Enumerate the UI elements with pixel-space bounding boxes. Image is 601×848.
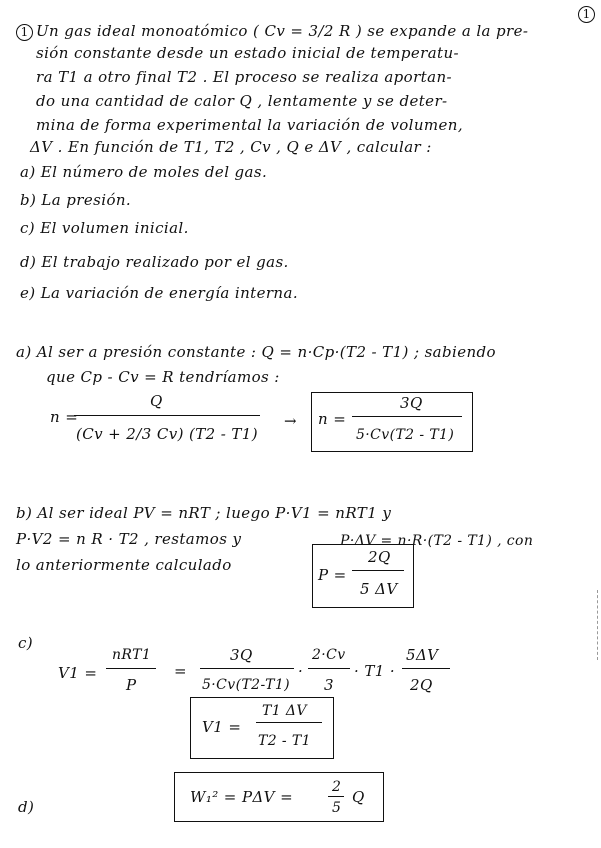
solution-c-f2-numerator: 3Q	[230, 646, 253, 664]
question-c: c) El volumen inicial.	[20, 219, 189, 237]
solution-c-result-fraction-bar	[256, 722, 322, 723]
solution-d-fraction-bar	[328, 796, 344, 797]
solution-d-tail: Q	[352, 788, 365, 806]
solution-c-result-denominator: T2 - T1	[258, 733, 311, 749]
solution-c-label: c)	[18, 634, 34, 652]
problem-line-5: mina de forma experimental la variación de volumen,	[36, 116, 464, 134]
solution-a-result-numerator: 3Q	[400, 394, 423, 412]
solution-a-fraction-bar	[74, 415, 260, 416]
arrow-icon: →	[284, 412, 297, 430]
solution-a-numerator: Q	[150, 392, 163, 410]
solution-c-f4-bar	[402, 668, 450, 669]
problem-line-3: ra T1 a otro final T2 . El proceso se realiza aportan-	[36, 68, 452, 86]
solution-c-f2-bar	[200, 668, 294, 669]
solution-d-fraction-numerator: 2	[332, 779, 342, 795]
solution-b-result-lhs: P =	[318, 566, 347, 584]
solution-c-f1-numerator: nRT1	[112, 647, 152, 663]
solution-c-f1-bar	[106, 668, 156, 669]
solution-a-line-2: que Cp - Cv = R tendríamos :	[46, 368, 280, 386]
solution-b-line-1: b) Al ser ideal PV = nRT ; luego P·V1 = nRT1 y	[16, 504, 392, 522]
solution-d-label: d)	[18, 798, 35, 816]
question-d: d) El trabajo realizado por el gas.	[20, 253, 289, 271]
solution-c-f3-numerator: 2·Cv	[312, 647, 346, 663]
solution-c-result-numerator: T1 ΔV	[262, 703, 307, 719]
solution-c-f4-denominator: 2Q	[410, 676, 433, 694]
solution-c-equals: =	[174, 662, 187, 680]
solution-c-f3-bar	[308, 668, 350, 669]
solution-c-f2-denominator: 5·Cv(T2-T1)	[202, 677, 291, 693]
problem-line-6: ΔV . En función de T1, T2 , Cv , Q e ΔV , calcular :	[30, 138, 432, 156]
question-e: e) La variación de energía interna.	[20, 284, 299, 302]
solution-a-denominator: (Cv + 2/3 Cv) (T2 - T1)	[76, 425, 258, 443]
solution-a-result-denominator: 5·Cv(T2 - T1)	[356, 427, 455, 443]
solution-c-dot-2: · T1 ·	[354, 662, 396, 680]
solution-a-lhs: n =	[50, 408, 79, 426]
problem-line-2: sión constante desde un estado inicial de temperatu-	[36, 44, 459, 62]
solution-c-f1-denominator: P	[126, 676, 137, 694]
solution-b-result-numerator: 2Q	[368, 548, 391, 566]
solution-b-line-2a: P·V2 = n R · T2 , restamos y	[16, 530, 242, 548]
solution-b-line-3: lo anteriormente calculado	[16, 556, 232, 574]
question-a: a) El número de moles del gas.	[20, 163, 268, 181]
solution-c-v1: V1 =	[58, 664, 98, 682]
page-number: 1	[578, 6, 595, 23]
solution-c-result-lhs: V1 =	[202, 718, 242, 736]
solution-a-result-fraction-bar	[352, 416, 462, 417]
solution-b-result-fraction-bar	[352, 570, 404, 571]
solution-a-result-lhs: n =	[318, 410, 347, 428]
solution-b-line-2b: P·ΔV = n·R·(T2 - T1) , con	[340, 533, 534, 549]
problem-number: 1	[16, 24, 33, 41]
solution-d-result: W₁² = PΔV =	[190, 788, 294, 806]
problem-line-1: Un gas ideal monoatómico ( Cv = 3/2 R ) se expande a la pre-	[36, 22, 529, 40]
scan-edge-mark	[597, 590, 598, 660]
solution-c-dot-1: ·	[298, 662, 304, 680]
problem-line-4: do una cantidad de calor Q , lentamente y se deter-	[36, 92, 448, 110]
question-b: b) La presión.	[20, 191, 132, 209]
solution-b-result-denominator: 5 ΔV	[360, 580, 398, 598]
solution-c-f4-numerator: 5ΔV	[406, 646, 439, 664]
solution-d-fraction-denominator: 5	[332, 800, 342, 816]
solution-c-f3-denominator: 3	[324, 676, 334, 694]
solution-a-line-1: a) Al ser a presión constante : Q = n·Cp·(T2 - T1) ; sabiendo	[16, 343, 496, 361]
